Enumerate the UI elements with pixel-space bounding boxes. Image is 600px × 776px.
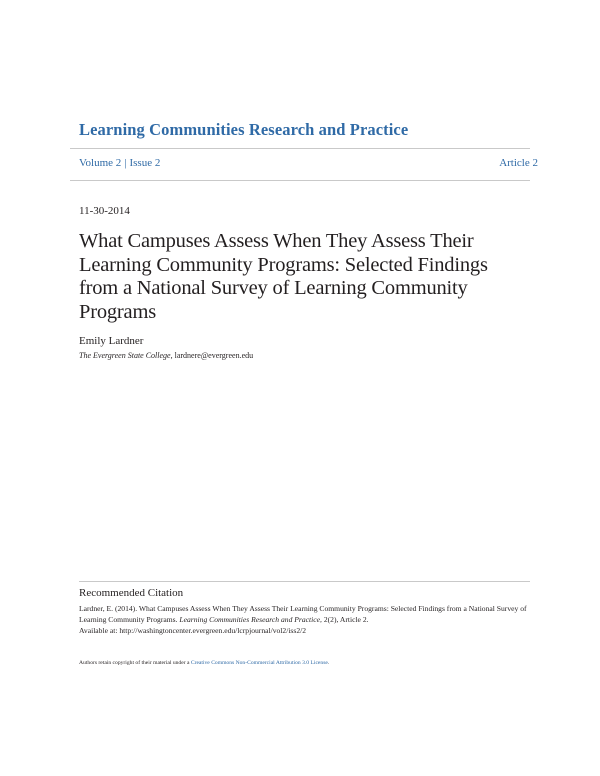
header-divider-bottom bbox=[70, 180, 530, 181]
header-divider-top bbox=[70, 148, 530, 149]
license-link[interactable]: Creative Commons Non-Commercial Attribution 3.0 License bbox=[190, 660, 328, 666]
citation-heading: Recommended Citation bbox=[79, 587, 184, 599]
issue-bar bbox=[79, 157, 538, 169]
citation-text-part2: 2(2), Article 2. bbox=[321, 615, 369, 624]
license-prefix: Authors retain copyright of their material under a bbox=[79, 660, 191, 666]
volume-link[interactable]: Volume 2 bbox=[79, 157, 122, 169]
article-number-link[interactable]: Article 2 bbox=[499, 157, 538, 169]
author-affiliation bbox=[79, 351, 253, 360]
citation-text-part1: Lardner, E. (2014). What Campuses Assess When They Assess Their Learning Community Programs: Selected Findings from a National Survey of Learning Community Programs. bbox=[79, 604, 527, 624]
license-notice bbox=[79, 660, 329, 666]
publication-date: 11-30-2014 bbox=[79, 205, 130, 217]
issue-link[interactable]: Issue 2 bbox=[129, 157, 161, 169]
issue-separator: | bbox=[124, 157, 127, 169]
license-suffix: . bbox=[327, 660, 330, 666]
journal-title[interactable]: Learning Communities Research and Practice bbox=[79, 120, 409, 139]
author-name: Emily Lardner bbox=[79, 335, 144, 347]
affiliation-institution: The Evergreen State College bbox=[79, 351, 171, 360]
citation-divider bbox=[79, 581, 530, 582]
citation-body bbox=[79, 603, 529, 636]
affiliation-email: , lardnere@evergreen.edu bbox=[170, 351, 254, 360]
article-title: What Campuses Assess When They Assess Their Learning Community Programs: Selected Findings from a National Survey of Learning Community Programs bbox=[79, 230, 488, 323]
citation-journal: Learning Communities Research and Practice, bbox=[179, 615, 322, 624]
citation-available-at: Available at: http://washingtoncenter.evergreen.edu/lcrpjournal/vol2/iss2/2 bbox=[79, 626, 307, 635]
